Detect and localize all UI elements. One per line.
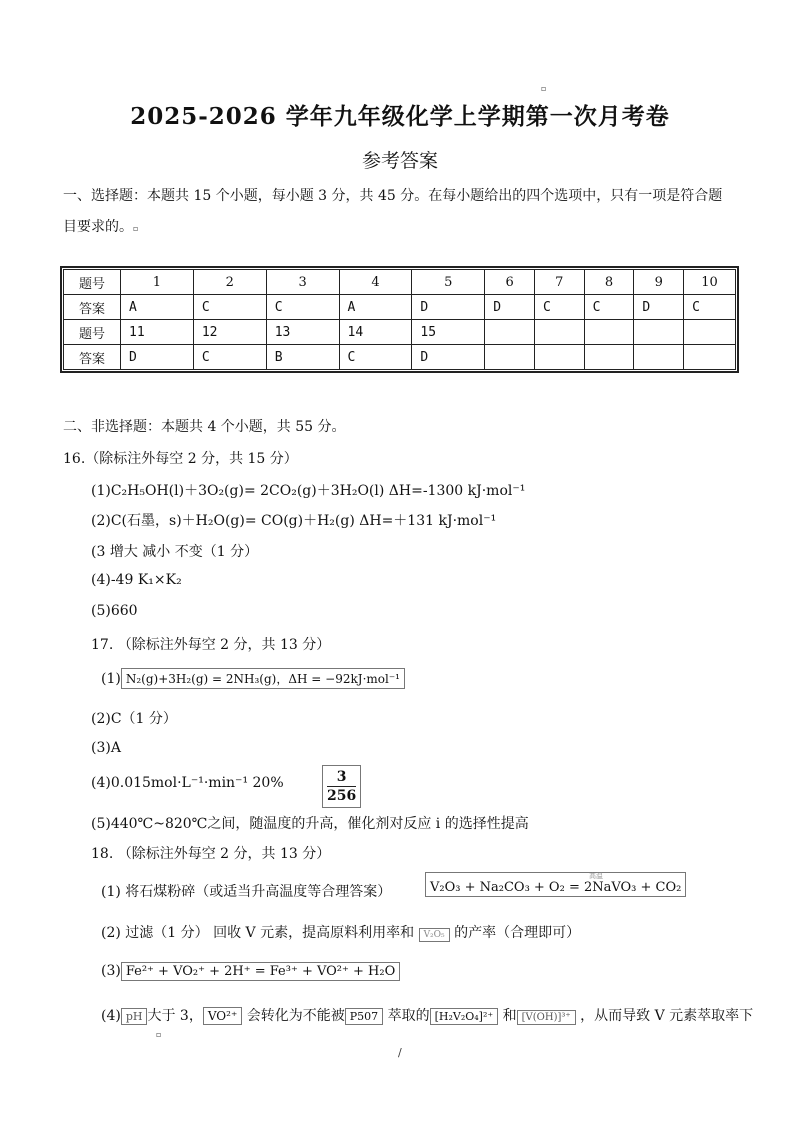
- table-row: [64, 320, 736, 345]
- artifact-mark: ▫: [541, 84, 547, 93]
- q18-a4-text1: 大于 3，: [147, 1008, 203, 1024]
- q18-a4-text5: ，从而导致 V 元素萃取率下: [580, 1008, 754, 1024]
- q18-a4-box-h2v2o4: [H₂V₂O₄]²⁺: [430, 1008, 499, 1025]
- answer-table: [63, 269, 736, 370]
- q16-answer-1: (1)C₂H₅OH(l)＋3O₂(g)= 2CO₂(g)＋3H₂O(l) ΔH=-1300 kJ·mol⁻¹: [91, 483, 526, 499]
- question-number: 13: [266, 320, 339, 345]
- q16-answer-5: (5)660: [91, 603, 138, 619]
- question-number: 6: [485, 270, 535, 295]
- answer-cell: D: [121, 345, 194, 370]
- fraction-denominator: 256: [327, 788, 357, 804]
- empty-cell: [634, 320, 684, 345]
- q18-a2-box: V₂O₅: [419, 928, 450, 942]
- q18-answer-2: [101, 922, 580, 942]
- table-row: [64, 270, 736, 295]
- answer-cell: B: [266, 345, 339, 370]
- q18-a4-text3: 萃取的: [387, 1008, 430, 1024]
- q17-answer-2: (2)C（1 分）: [91, 711, 177, 727]
- empty-cell: [684, 320, 736, 345]
- section2-intro: 二、非选择题：本题共 4 个小题，共 55 分。: [63, 419, 346, 435]
- answer-cell: A: [339, 295, 412, 320]
- empty-cell: [584, 345, 634, 370]
- fraction-numerator: 3: [327, 768, 356, 787]
- page-title: 2025-2026 学年九年级化学上学期第一次月考卷: [130, 103, 670, 130]
- table-row: [64, 295, 736, 320]
- row-label: 题号: [64, 320, 121, 345]
- q17-a1-prefix: (1): [101, 671, 121, 687]
- q18-a4-text4: 和: [502, 1008, 517, 1024]
- page-marker: /: [398, 1046, 402, 1059]
- reaction-condition: 高温: [589, 872, 603, 880]
- empty-cell: [534, 320, 584, 345]
- question-number: 1: [121, 270, 194, 295]
- table-row: [64, 345, 736, 370]
- q18-answer-1: (1) 将石煤粉碎（或适当升高温度等合理答案）: [101, 884, 392, 900]
- empty-cell: [485, 320, 535, 345]
- question-number: 10: [684, 270, 736, 295]
- q18-a2-text1: (2) 过滤（1 分） 回收 V 元素，提高原料利用率和: [101, 925, 415, 941]
- q18-a4-box-vo2: VO²⁺: [203, 1007, 242, 1025]
- q18-a1-equation-wrap: [425, 872, 686, 897]
- question-number: 14: [339, 320, 412, 345]
- q18-a4-prefix: (4): [101, 1008, 121, 1024]
- q17-answer-5: (5)440℃~820℃之间，随温度的升高，催化剂对反应 i 的选择性提高: [91, 816, 529, 832]
- q17-header: 17. （除标注外每空 2 分，共 13 分）: [91, 637, 331, 653]
- answer-cell: D: [412, 345, 485, 370]
- q17-a1-equation-box: N₂(g)+3H₂(g) = 2NH₃(g)，ΔH = −92kJ·mol⁻¹: [121, 668, 405, 689]
- question-number: 3: [266, 270, 339, 295]
- q16-answer-2: (2)C(石墨，s)＋H₂O(g)= CO(g)＋H₂(g) ΔH=＋131 kJ·mol⁻¹: [91, 513, 497, 529]
- q18-a4-box-ph: pH: [121, 1008, 148, 1025]
- q17-answer-4: (4)0.015mol·L⁻¹·min⁻¹ 20%: [91, 775, 284, 791]
- empty-cell: [534, 345, 584, 370]
- q18-a4-box-voh: [V(OH)]³⁺: [517, 1010, 576, 1025]
- q17-answer-3: (3)A: [91, 740, 121, 756]
- answer-cell: D: [412, 295, 485, 320]
- q18-a4-box-p507: P507: [345, 1008, 383, 1025]
- empty-cell: [684, 345, 736, 370]
- question-number: 5: [412, 270, 485, 295]
- q16-answer-3: (3 增大 减小 不变（1 分）: [91, 544, 259, 560]
- q16-header: 16.（除标注外每空 2 分，共 15 分）: [63, 451, 298, 467]
- question-number: 7: [534, 270, 584, 295]
- page-subtitle: 参考答案: [361, 150, 438, 172]
- row-label: 题号: [64, 270, 121, 295]
- q16-answer-4: (4)-49 K₁×K₂: [91, 572, 182, 588]
- answer-cell: D: [485, 295, 535, 320]
- question-number: 2: [193, 270, 266, 295]
- section1-intro-line1: 一、选择题：本题共 15 个小题，每小题 3 分，共 45 分。在每小题给出的四个选项中，只有一项是符合题: [63, 188, 723, 204]
- q17-a4-fraction: [322, 765, 361, 808]
- row-label: 答案: [64, 295, 121, 320]
- question-number: 9: [634, 270, 684, 295]
- question-number: 4: [339, 270, 412, 295]
- answer-cell: C: [193, 345, 266, 370]
- answer-cell: C: [534, 295, 584, 320]
- row-label: 答案: [64, 345, 121, 370]
- empty-cell: [485, 345, 535, 370]
- answer-cell: A: [121, 295, 194, 320]
- answer-cell: C: [266, 295, 339, 320]
- q18-a3-equation-box: Fe²⁺ + VO₂⁺ + 2H⁺ = Fe³⁺ + VO²⁺ + H₂O: [121, 962, 400, 981]
- answer-cell: C: [584, 295, 634, 320]
- q18-a3-prefix: (3): [101, 963, 121, 979]
- question-number: 15: [412, 320, 485, 345]
- q18-header: 18. （除标注外每空 2 分，共 13 分）: [91, 846, 331, 862]
- answer-cell: D: [634, 295, 684, 320]
- q18-answer-3: [101, 962, 400, 981]
- q18-a2-text2: 的产率（合理即可）: [454, 925, 581, 941]
- empty-cell: [634, 345, 684, 370]
- q18-a1-equation-box: V₂O₃ + Na₂CO₃ + O₂ = 2NaVO₃ + CO₂: [425, 872, 686, 897]
- section1-intro-line2: 目要求的。▫: [63, 219, 139, 235]
- answer-cell: C: [193, 295, 266, 320]
- question-number: 12: [193, 320, 266, 345]
- q18-answer-4: [101, 1005, 753, 1025]
- question-number: 11: [121, 320, 194, 345]
- question-number: 8: [584, 270, 634, 295]
- answer-cell: C: [339, 345, 412, 370]
- empty-cell: [584, 320, 634, 345]
- q17-answer-1: [101, 668, 405, 689]
- q18-a4-text2: 会转化为不能被: [246, 1008, 345, 1024]
- answer-cell: C: [684, 295, 736, 320]
- artifact-mark: ▫: [156, 1030, 162, 1039]
